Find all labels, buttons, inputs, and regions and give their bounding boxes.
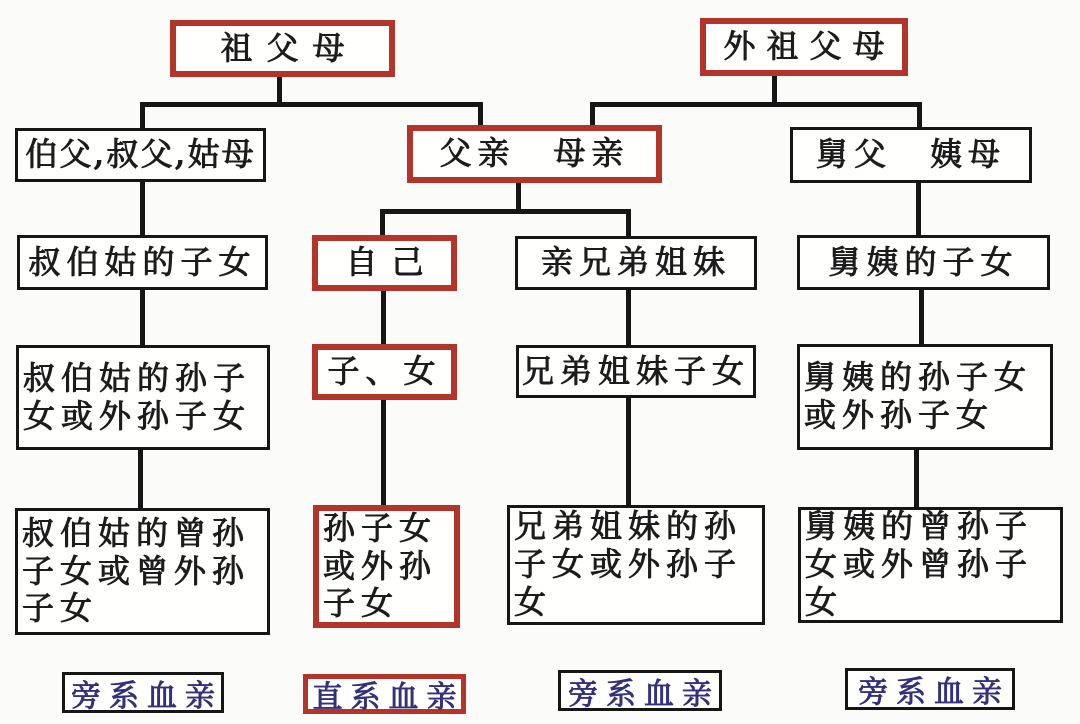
node-paternal-grandparents: 祖父母 bbox=[170, 20, 395, 77]
connector-line bbox=[380, 209, 631, 214]
node-maternal-uncles-aunts: 舅父 姨母 bbox=[790, 127, 1032, 183]
node-siblings-grandchildren: 兄弟姐妹的孙子女或外孙子女 bbox=[507, 505, 765, 625]
connector-line bbox=[380, 209, 385, 238]
node-paternal-cousins-grandchildren: 叔伯姑的曾孙子女或曾外孙子女 bbox=[15, 508, 270, 635]
node-maternal-cousins: 舅姨的子女 bbox=[797, 235, 1050, 290]
connector-line bbox=[626, 396, 631, 508]
connector-line bbox=[140, 288, 145, 348]
node-paternal-uncles-aunts: 伯父,叔父,姑母 bbox=[15, 128, 266, 182]
label-collateral-relatives-1: 旁系血亲 bbox=[62, 672, 224, 713]
node-siblings-children: 兄弟姐妹子女 bbox=[516, 345, 756, 398]
connector-line bbox=[140, 180, 145, 238]
label-collateral-relatives-3: 旁系血亲 bbox=[845, 668, 1015, 710]
connector-line bbox=[381, 398, 386, 508]
connector-line bbox=[381, 288, 386, 347]
label-direct-relatives: 直系血亲 bbox=[303, 674, 466, 714]
label-collateral-relatives-2: 旁系血亲 bbox=[558, 670, 722, 711]
connector-line bbox=[138, 448, 143, 511]
node-paternal-cousins-children: 叔伯姑的孙子女或外孙子女 bbox=[16, 345, 270, 450]
node-grandchildren: 孙子女或外孙子女 bbox=[313, 505, 460, 628]
connector-line bbox=[772, 74, 777, 105]
node-self: 自己 bbox=[312, 235, 457, 291]
node-maternal-cousins-grandchildren: 舅姨的曾孙子女或外曾孙子女 bbox=[798, 507, 1063, 623]
connector-line bbox=[916, 181, 921, 238]
node-siblings: 亲兄弟姐妹 bbox=[515, 236, 757, 290]
node-paternal-cousins: 叔伯姑的子女 bbox=[17, 235, 268, 290]
node-children: 子、女 bbox=[312, 344, 457, 400]
connector-line bbox=[140, 102, 483, 107]
connector-line bbox=[914, 448, 919, 510]
connector-line bbox=[626, 288, 631, 348]
connector-line bbox=[140, 102, 145, 130]
node-maternal-grandparents: 外祖父母 bbox=[700, 18, 908, 76]
node-maternal-cousins-children: 舅姨的孙子女或外孙子女 bbox=[797, 344, 1053, 450]
connector-line bbox=[626, 209, 631, 239]
connector-line bbox=[590, 102, 922, 107]
connector-line bbox=[919, 288, 924, 347]
node-parents: 父亲 母亲 bbox=[407, 125, 662, 183]
